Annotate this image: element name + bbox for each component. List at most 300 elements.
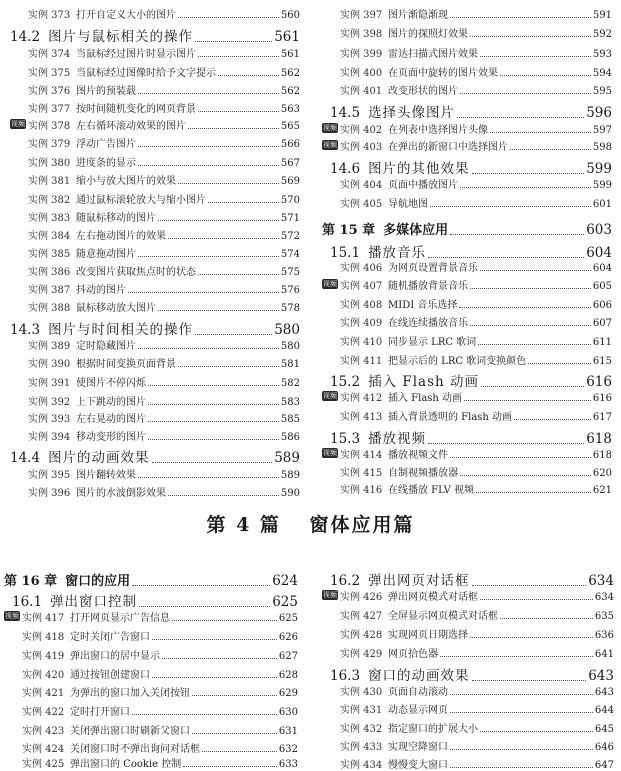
entry-title: 图片的水波倒影效果 xyxy=(76,488,166,499)
dot-leader xyxy=(148,421,279,422)
dot-leader xyxy=(178,183,279,184)
example-label: 实例 401 xyxy=(340,86,383,97)
dot-leader xyxy=(450,694,593,695)
dot-leader xyxy=(470,288,591,289)
toc-entry-example-417 xyxy=(22,609,298,624)
dot-leader xyxy=(138,256,279,257)
page-number: 571 xyxy=(280,213,300,224)
toc-entry-example-406 xyxy=(340,259,612,274)
dot-leader xyxy=(132,585,270,586)
example-label: 实例 407 xyxy=(340,281,383,292)
entry-title: 实现空降窗口 xyxy=(388,742,448,753)
entry-title: 导航地图 xyxy=(388,199,428,210)
toc-entry-example-398 xyxy=(340,25,612,40)
example-label: 实例 390 xyxy=(28,359,71,370)
entry-title: 抖动的图片 xyxy=(76,285,126,296)
toc-entry-example-431 xyxy=(340,701,614,716)
page-number: 628 xyxy=(278,670,298,681)
page-number: 632 xyxy=(278,744,298,755)
dot-leader xyxy=(198,111,279,112)
entry-title: 在线播放 FLV 视频 xyxy=(388,485,474,496)
entry-title: 当鼠标经过图像时给予文字提示 xyxy=(76,68,216,79)
toc-section-14.5 xyxy=(330,101,612,121)
dot-leader xyxy=(514,419,591,420)
page-number: 643 xyxy=(588,668,614,684)
example-label: 实例 405 xyxy=(340,199,383,210)
page-number: 616 xyxy=(592,393,612,404)
toc-entry-example-400 xyxy=(340,64,612,79)
video-icon: 视频 xyxy=(323,392,337,400)
entry-title: 在线连续播放音乐 xyxy=(388,318,468,329)
page-number: 570 xyxy=(280,195,300,206)
toc-section-15.1 xyxy=(330,241,612,261)
toc-entry-example-377 xyxy=(28,100,300,115)
toc-chapter-第16章 xyxy=(4,570,298,589)
entry-title: 图片与时间相关的操作 xyxy=(48,322,194,338)
toc-entry-example-396 xyxy=(28,484,300,499)
example-label: 实例 373 xyxy=(28,10,71,21)
entry-title: 为弹出的窗口加入关闭按钮 xyxy=(70,688,190,699)
example-label: 实例 378 xyxy=(28,121,71,132)
entry-title: 慢慢变大窗口 xyxy=(388,760,448,771)
dot-leader xyxy=(178,17,279,18)
dot-leader xyxy=(148,385,279,386)
toc-entry-example-407 xyxy=(340,277,612,292)
page-number: 580 xyxy=(280,341,300,352)
toc-entry-example-393 xyxy=(28,410,300,425)
page-number: 595 xyxy=(592,86,612,97)
page-number: 643 xyxy=(594,687,614,698)
example-label: 实例 376 xyxy=(28,86,71,97)
dot-leader xyxy=(450,234,584,235)
page-number: 593 xyxy=(592,49,612,60)
entry-title: 弹出网页模式对话框 xyxy=(388,592,478,603)
page-number: 581 xyxy=(280,359,300,370)
dot-leader xyxy=(450,749,593,750)
section-number: 14.4 xyxy=(10,450,41,466)
page-number: 560 xyxy=(280,10,300,21)
dot-leader xyxy=(198,56,279,57)
example-label: 实例 387 xyxy=(28,285,71,296)
dot-leader xyxy=(198,274,279,275)
entry-title: MIDI 音乐选择 xyxy=(388,300,458,311)
toc-entry-example-404 xyxy=(340,176,612,191)
dot-leader xyxy=(480,270,591,271)
entry-title: 定时打开窗口 xyxy=(70,707,130,718)
entry-title: 图片的预装载 xyxy=(76,86,136,97)
example-label: 实例 386 xyxy=(28,267,71,278)
toc-section-14.3 xyxy=(10,318,300,338)
entry-title: 在列表中选择图片头像 xyxy=(388,125,488,136)
example-label: 实例 406 xyxy=(340,263,383,274)
dot-leader xyxy=(459,307,591,308)
video-icon: 视频 xyxy=(323,280,337,288)
example-label: 实例 381 xyxy=(28,176,71,187)
entry-title: 通过鼠标滚轮放大与缩小图片 xyxy=(76,195,206,206)
entry-title: 窗口的动画效果 xyxy=(368,668,470,684)
page-number: 569 xyxy=(280,176,300,187)
entry-title: 打开网页显示广告信息 xyxy=(70,613,170,624)
dot-leader xyxy=(132,714,277,715)
toc-entry-example-425 xyxy=(22,755,298,770)
entry-title: 根据时间变换页面背景 xyxy=(76,359,176,370)
entry-title: 自制视频播放器 xyxy=(388,468,458,479)
dot-leader xyxy=(188,128,279,129)
toc-entry-example-413 xyxy=(340,408,612,423)
entry-title: 进度条的显示 xyxy=(76,158,136,169)
entry-title: 定时隐藏图片 xyxy=(76,341,136,352)
page-number: 627 xyxy=(278,651,298,662)
dot-leader xyxy=(476,492,591,493)
toc-entry-example-376 xyxy=(28,82,300,97)
section-number: 14.5 xyxy=(330,105,361,121)
entry-title: 为网页设置背景音乐 xyxy=(388,263,478,274)
entry-title: 按时间随机变化的网页背景 xyxy=(76,104,196,115)
toc-section-15.2 xyxy=(330,370,612,390)
dot-leader xyxy=(450,767,593,768)
dot-leader xyxy=(457,117,584,118)
page-number: 644 xyxy=(594,705,614,716)
entry-title: 关闭弹出窗口时刷新父窗口 xyxy=(70,726,190,737)
entry-title: 弹出窗口的居中显示 xyxy=(70,651,160,662)
example-label: 实例 415 xyxy=(340,468,383,479)
toc-entry-example-423 xyxy=(22,722,298,737)
dot-leader xyxy=(152,639,277,640)
page-number: 611 xyxy=(592,337,612,348)
toc-entry-example-401 xyxy=(340,82,612,97)
toc-entry-example-408 xyxy=(340,296,612,311)
entry-title: 多媒体应用 xyxy=(383,223,449,238)
video-icon: 视频 xyxy=(323,591,337,599)
example-label: 实例 394 xyxy=(28,432,71,443)
toc-entry-example-416 xyxy=(340,481,612,496)
page-number: 590 xyxy=(280,488,300,499)
toc-entry-example-387 xyxy=(28,281,300,296)
part-title: 窗体应用篇 xyxy=(309,514,415,536)
dot-leader xyxy=(460,187,591,188)
example-label: 实例 383 xyxy=(28,213,71,224)
entry-title: 图片与鼠标相关的操作 xyxy=(48,29,194,45)
part-heading xyxy=(0,510,621,537)
dot-leader xyxy=(472,173,585,174)
dot-leader xyxy=(148,404,279,405)
toc-entry-example-397 xyxy=(340,6,612,21)
toc-entry-example-380 xyxy=(28,154,300,169)
page-number: 604 xyxy=(586,245,612,261)
example-label: 实例 382 xyxy=(28,195,71,206)
dot-leader xyxy=(138,165,279,166)
page-number: 625 xyxy=(272,594,298,610)
example-label: 实例 424 xyxy=(22,744,65,755)
toc-chapter-第15章 xyxy=(322,219,612,238)
entry-title: 改变图片获取焦点时的状态 xyxy=(76,267,196,278)
toc-entry-example-411 xyxy=(340,352,612,367)
entry-title: 浮动广告图片 xyxy=(76,139,136,150)
dot-leader xyxy=(480,56,591,57)
toc-entry-example-421 xyxy=(22,684,298,699)
toc-entry-example-402 xyxy=(340,121,612,136)
toc-section-16.1 xyxy=(12,590,298,610)
dot-leader xyxy=(528,363,591,364)
page-number: 629 xyxy=(278,688,298,699)
example-label: 实例 428 xyxy=(340,630,383,641)
example-label: 实例 421 xyxy=(22,688,65,699)
dot-leader xyxy=(138,146,279,147)
page-number: 563 xyxy=(280,104,300,115)
dot-leader xyxy=(430,206,591,207)
entry-title: 随机播放背景音乐 xyxy=(388,281,468,292)
page-number: 561 xyxy=(280,49,300,60)
dot-leader xyxy=(478,344,591,345)
page-number: 621 xyxy=(592,485,612,496)
entry-title: 把显示后的 LRC 歌词变换颜色 xyxy=(388,356,527,367)
entry-title: 通过按钮创建窗口 xyxy=(70,670,150,681)
page-number: 634 xyxy=(594,592,614,603)
example-label: 实例 433 xyxy=(340,742,383,753)
page-number: 615 xyxy=(592,356,612,367)
page-number: 576 xyxy=(280,285,300,296)
example-label: 实例 385 xyxy=(28,249,71,260)
page-number: 620 xyxy=(592,468,612,479)
dot-leader xyxy=(158,220,279,221)
example-label: 实例 396 xyxy=(28,488,71,499)
page-number: 583 xyxy=(280,397,300,408)
dot-leader xyxy=(472,585,587,586)
dot-leader xyxy=(183,766,277,767)
section-number: 16.1 xyxy=(12,594,43,610)
toc-entry-example-374 xyxy=(28,45,300,60)
example-label: 实例 419 xyxy=(22,651,65,662)
dot-leader xyxy=(139,606,270,607)
entry-title: 左右拖动图片的效果 xyxy=(76,231,166,242)
toc-entry-example-389 xyxy=(28,337,300,352)
entry-title: 网页拾色器 xyxy=(388,649,438,660)
page-number: 599 xyxy=(592,180,612,191)
page-number: 604 xyxy=(592,263,612,274)
section-number: 16.3 xyxy=(330,668,361,684)
toc-section-14.2 xyxy=(10,25,300,45)
page-number: 631 xyxy=(278,726,298,737)
dot-leader xyxy=(172,620,277,621)
example-label: 实例 416 xyxy=(340,485,383,496)
example-label: 实例 389 xyxy=(28,341,71,352)
example-label: 实例 404 xyxy=(340,180,383,191)
toc-entry-example-429 xyxy=(340,645,614,660)
entry-title: 播放音乐 xyxy=(368,245,427,261)
toc-entry-example-383 xyxy=(28,209,300,224)
dot-leader xyxy=(138,93,279,94)
toc-section-16.3 xyxy=(330,664,614,684)
toc-entry-example-414 xyxy=(340,446,612,461)
page-number: 636 xyxy=(594,630,614,641)
page-number: 624 xyxy=(272,573,298,589)
entry-title: 播放视频 xyxy=(368,431,427,447)
toc-section-15.3 xyxy=(330,427,612,447)
toc-entry-example-375 xyxy=(28,64,300,79)
dot-leader xyxy=(195,334,272,335)
section-number: 14.6 xyxy=(330,161,361,177)
example-label: 实例 423 xyxy=(22,726,65,737)
example-label: 实例 412 xyxy=(340,393,383,404)
toc-entry-example-422 xyxy=(22,703,298,718)
section-number: 14.3 xyxy=(10,322,41,338)
toc-entry-example-419 xyxy=(22,647,298,662)
entry-title: 打开自定义大小的图片 xyxy=(76,10,176,21)
dot-leader xyxy=(481,386,584,387)
toc-section-14.4 xyxy=(10,446,300,466)
toc-entry-example-433 xyxy=(340,738,614,753)
entry-title: 图片的探照灯效果 xyxy=(388,29,468,40)
page-number: 630 xyxy=(278,707,298,718)
dot-leader xyxy=(490,132,591,133)
part-number: 第 4 篇 xyxy=(206,514,281,536)
example-label: 实例 429 xyxy=(340,649,383,660)
section-number: 15.1 xyxy=(330,245,361,261)
page-number: 618 xyxy=(586,431,612,447)
example-label: 实例 388 xyxy=(28,303,71,314)
page-number: 575 xyxy=(280,267,300,278)
entry-title: 全屏显示网页模式对话框 xyxy=(388,611,498,622)
example-label: 实例 403 xyxy=(340,142,383,153)
toc-entry-example-384 xyxy=(28,227,300,242)
page-number: 586 xyxy=(280,432,300,443)
video-icon: 视频 xyxy=(11,120,25,128)
entry-title: 图片翻转效果 xyxy=(76,470,136,481)
dot-leader xyxy=(428,443,584,444)
toc-entry-example-424 xyxy=(22,740,298,755)
toc-entry-example-385 xyxy=(28,245,300,260)
entry-title: 动态显示网页 xyxy=(388,705,448,716)
toc-entry-example-403 xyxy=(340,138,612,153)
page-number: 582 xyxy=(280,378,300,389)
entry-title: 改变形状的图片 xyxy=(388,86,458,97)
example-label: 实例 384 xyxy=(28,231,71,242)
toc-entry-example-390 xyxy=(28,355,300,370)
example-label: 实例 400 xyxy=(340,68,383,79)
dot-leader xyxy=(178,366,279,367)
page-number: 617 xyxy=(592,412,612,423)
entry-title: 关闭窗口时不弹出询问对话框 xyxy=(70,744,200,755)
page-number: 634 xyxy=(588,573,614,589)
dot-leader xyxy=(162,658,277,659)
entry-title: 弹出窗口控制 xyxy=(50,594,138,610)
example-label: 实例 418 xyxy=(22,632,65,643)
dot-leader xyxy=(192,695,277,696)
entry-title: 在弹出的新窗口中选择图片 xyxy=(388,142,508,153)
example-label: 实例 397 xyxy=(340,10,383,21)
page-number: 646 xyxy=(594,742,614,753)
page-number: 635 xyxy=(594,611,614,622)
example-label: 实例 377 xyxy=(28,104,71,115)
page-number: 597 xyxy=(592,125,612,136)
example-label: 实例 434 xyxy=(340,760,383,771)
example-label: 实例 430 xyxy=(340,687,383,698)
toc-entry-example-392 xyxy=(28,393,300,408)
entry-title: 指定窗口的扩展大小 xyxy=(388,724,478,735)
page-number: 594 xyxy=(592,68,612,79)
entry-title: 图片的动画效果 xyxy=(48,450,150,466)
section-number: 14.2 xyxy=(10,29,41,45)
entry-title: 图片的其他效果 xyxy=(368,161,470,177)
video-icon: 视频 xyxy=(323,124,337,132)
entry-title: 当鼠标经过图片时显示图片 xyxy=(76,49,196,60)
page-number: 566 xyxy=(280,139,300,150)
page-number: 585 xyxy=(280,414,300,425)
example-label: 实例 409 xyxy=(340,318,383,329)
page-number: 592 xyxy=(592,29,612,40)
video-icon: 视频 xyxy=(323,141,337,149)
toc-entry-example-410 xyxy=(340,333,612,348)
entry-title: 窗口的应用 xyxy=(65,574,131,589)
dot-leader xyxy=(128,292,279,293)
toc-section-16.2 xyxy=(330,569,614,589)
dot-leader xyxy=(168,238,279,239)
toc-entry-example-430 xyxy=(340,683,614,698)
dot-leader xyxy=(480,599,593,600)
example-label: 实例 374 xyxy=(28,49,71,60)
page-number: 616 xyxy=(586,374,612,390)
example-label: 实例 431 xyxy=(340,705,383,716)
section-number: 15.3 xyxy=(330,431,361,447)
page-number: 572 xyxy=(280,231,300,242)
page-number: 618 xyxy=(592,450,612,461)
example-label: 实例 413 xyxy=(340,412,383,423)
page-number: 626 xyxy=(278,632,298,643)
entry-title: 页面自动滚动 xyxy=(388,687,448,698)
dot-leader xyxy=(450,712,593,713)
dot-leader xyxy=(460,93,591,94)
entry-title: 插入 Flash 动画 xyxy=(388,393,463,404)
page-number: 562 xyxy=(280,68,300,79)
example-label: 实例 392 xyxy=(28,397,71,408)
dot-leader xyxy=(500,618,593,619)
toc-entry-example-378 xyxy=(28,117,300,132)
dot-leader xyxy=(158,310,279,311)
toc-entry-example-405 xyxy=(340,195,612,210)
dot-leader xyxy=(450,17,591,18)
toc-entry-example-391 xyxy=(28,374,300,389)
page-number: 599 xyxy=(586,161,612,177)
page-number: 605 xyxy=(592,281,612,292)
entry-title: 页面中播放图片 xyxy=(388,180,458,191)
toc-entry-example-382 xyxy=(28,191,300,206)
entry-title: 左右循环滚动效果的图片 xyxy=(76,121,186,132)
dot-leader xyxy=(464,400,591,401)
toc-entry-example-395 xyxy=(28,466,300,481)
page-number: 574 xyxy=(280,249,300,260)
example-label: 实例 410 xyxy=(340,337,383,348)
toc-section-14.6 xyxy=(330,157,612,177)
page-number: 625 xyxy=(278,613,298,624)
example-label: 实例 425 xyxy=(22,759,65,770)
entry-title: 上下跳动的图片 xyxy=(76,397,146,408)
toc-entry-example-427 xyxy=(340,607,614,622)
toc-entry-example-415 xyxy=(340,464,612,479)
entry-title: 随意拖动图片 xyxy=(76,249,136,260)
chapter-number: 第 15 章 xyxy=(322,223,376,238)
toc-entry-example-409 xyxy=(340,314,612,329)
entry-title: 插入 Flash 动画 xyxy=(368,374,480,390)
entry-title: 选择头像图片 xyxy=(368,105,456,121)
page-number: 562 xyxy=(280,86,300,97)
page-number: 567 xyxy=(280,158,300,169)
toc-entry-example-399 xyxy=(340,45,612,60)
dot-leader xyxy=(218,75,279,76)
entry-title: 缩小与放大图片的效果 xyxy=(76,176,176,187)
entry-title: 移动变形的图片 xyxy=(76,432,146,443)
toc-entry-example-418 xyxy=(22,628,298,643)
section-number: 15.2 xyxy=(330,374,361,390)
